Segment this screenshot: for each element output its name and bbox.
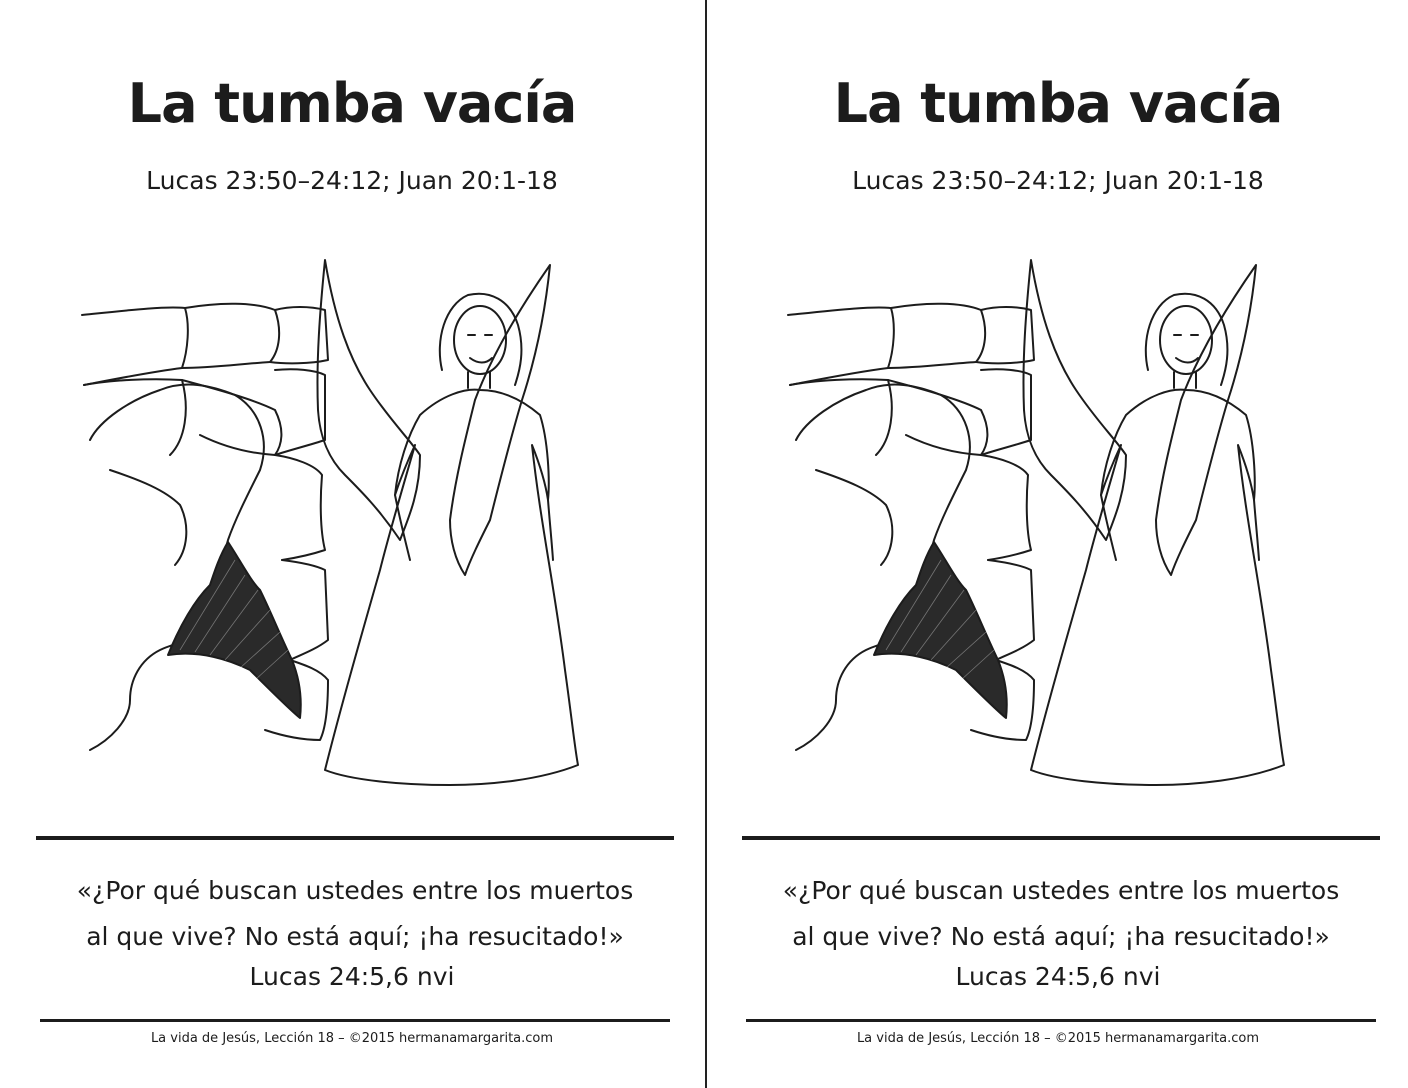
booklet-panel-right <box>706 0 1408 1088</box>
memory-verse-reference: Lucas 24:5,6 nvi <box>249 962 455 991</box>
tomb-rock <box>988 560 1034 660</box>
divider-rule <box>36 836 674 840</box>
tomb-opening <box>874 542 1007 718</box>
angel-face <box>454 306 506 374</box>
page-title: La tumba vacía <box>127 72 577 135</box>
divider-rule <box>742 836 1380 840</box>
angel-sleeve-right <box>1254 500 1259 560</box>
tomb-rock <box>790 379 892 455</box>
tomb-rock <box>182 380 281 455</box>
memory-verse-line: al que vive? No está aquí; ¡ha resucitado!» <box>792 922 1330 951</box>
angel-tomb-illustration <box>70 240 630 800</box>
scripture-reference: Lucas 23:50–24:12; Juan 20:1-18 <box>852 166 1264 195</box>
memory-verse-line: al que vive? No está aquí; ¡ha resucitado!» <box>86 922 624 951</box>
scripture-reference: Lucas 23:50–24:12; Juan 20:1-18 <box>146 166 558 195</box>
angel-tomb-svg <box>70 240 630 800</box>
tomb-rock <box>981 455 1031 560</box>
tomb-rock <box>84 379 186 455</box>
angel-tomb-illustration <box>776 240 1336 800</box>
rolled-stone <box>110 470 186 565</box>
memory-verse-line: «¿Por qué buscan ustedes entre los muertos <box>782 876 1340 905</box>
angel-sleeve-left <box>395 495 410 560</box>
angel-robe <box>1031 390 1284 785</box>
footer-credit: La vida de Jesús, Lección 18 – ©2015 hermanamargarita.com <box>856 1031 1260 1046</box>
memory-verse <box>736 868 1386 960</box>
memory-verse-line: «¿Por qué buscan ustedes entre los muertos <box>76 876 634 905</box>
tomb-rock <box>788 307 894 385</box>
angel-sleeve-right <box>548 500 553 560</box>
angel-wing-left <box>317 260 420 540</box>
angel-sleeve-left <box>1101 495 1116 560</box>
angel-tomb-svg <box>776 240 1336 800</box>
angel-smile <box>1176 358 1198 363</box>
tomb-rock <box>275 455 325 560</box>
tomb-rock <box>888 380 987 455</box>
angel-hair <box>440 294 522 385</box>
angel-smile <box>470 358 492 363</box>
angel-hair <box>1146 294 1228 385</box>
footer-credit: La vida de Jesús, Lección 18 – ©2015 hermanamargarita.com <box>150 1031 554 1046</box>
angel-wing-left <box>1023 260 1126 540</box>
tomb-rock <box>182 304 279 368</box>
tomb-opening <box>168 542 301 718</box>
angel-robe <box>325 390 578 785</box>
rolled-stone <box>816 470 892 565</box>
divider-rule <box>40 1019 670 1022</box>
memory-verse-reference: Lucas 24:5,6 nvi <box>955 962 1161 991</box>
divider-rule <box>746 1019 1376 1022</box>
tomb-rock <box>888 304 985 368</box>
page-title: La tumba vacía <box>833 72 1283 135</box>
tomb-rock <box>82 307 188 385</box>
tomb-rock <box>282 560 328 660</box>
angel-face <box>1160 306 1212 374</box>
memory-verse <box>30 868 680 960</box>
